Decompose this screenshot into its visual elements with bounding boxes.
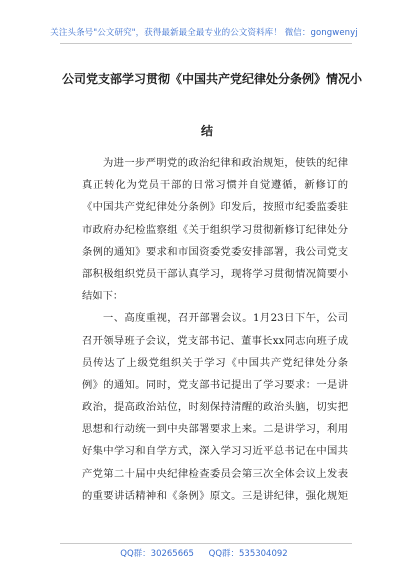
paragraph-line: 一、高度重视，召开部署会议。1月23日下午，公司: [103, 312, 348, 325]
paragraph-line: 条例的通知》要求和市国资委党委安排部署，我公司党支: [82, 245, 348, 258]
paragraph-line: 部积极组织党员干部认真学习，现将学习贯彻情况简要小: [82, 267, 348, 280]
paragraph-line: 员传达了上级党组织关于学习《中国共产党纪律处分条: [82, 356, 348, 369]
document-title-line2: 结: [200, 124, 213, 138]
paragraph-line: 真正转化为党员干部的日常习惯并自觉遵循，新修订的: [82, 179, 348, 192]
footer: [0, 547, 408, 559]
paragraph-line: 政治，提高政治站位，时刻保持清醒的政治头脑，切实把: [82, 401, 348, 414]
paragraph-line: 产党第二十届中央纪律检查委员会第三次全体会议上发表: [82, 467, 348, 480]
paragraph-line: 好集中学习和自学方式，深入学习习近平总书记在中国共: [82, 445, 348, 458]
paragraph-line: 召开领导班子会议，党支部书记、董事长xx同志向班子成: [82, 334, 348, 347]
header-divider: [60, 43, 352, 44]
header-banner: 关注头条号"公文研究"，获得最新最全最专业的公文资料库！ 微信：gongwenyj: [50, 28, 358, 38]
footer-divider: [60, 543, 352, 544]
paragraph-line: 《中国共产党纪律处分条例》印发后，按照市纪委监委驻: [82, 201, 348, 214]
paragraph-line: 思想和行动统一到中央部署要求上来。二是讲学习，利用: [82, 423, 348, 436]
document-body: [82, 152, 348, 507]
paragraph-line: 为进一步严明党的政治纪律和政治规矩，使铁的纪律: [103, 157, 348, 169]
paragraph-line: 结如下：: [82, 290, 124, 303]
paragraph-line: 例》的通知。同时，党支部书记提出了学习要求：一是讲: [82, 378, 348, 391]
paragraph-line: 市政府办纪检监察组《关于组织学习贯彻新修订纪律处分: [82, 223, 348, 236]
footer-qq-group-2: QQ群：535304092: [208, 549, 288, 559]
paragraph-line: 的重要讲话精神和《条例》原文。三是讲纪律，强化规矩: [82, 489, 348, 502]
document-title-line1: 公司党支部学习贯彻《中国共产党纪律处分条例》情况小: [62, 72, 363, 86]
footer-qq-group-1: QQ群：30265665: [120, 549, 194, 559]
